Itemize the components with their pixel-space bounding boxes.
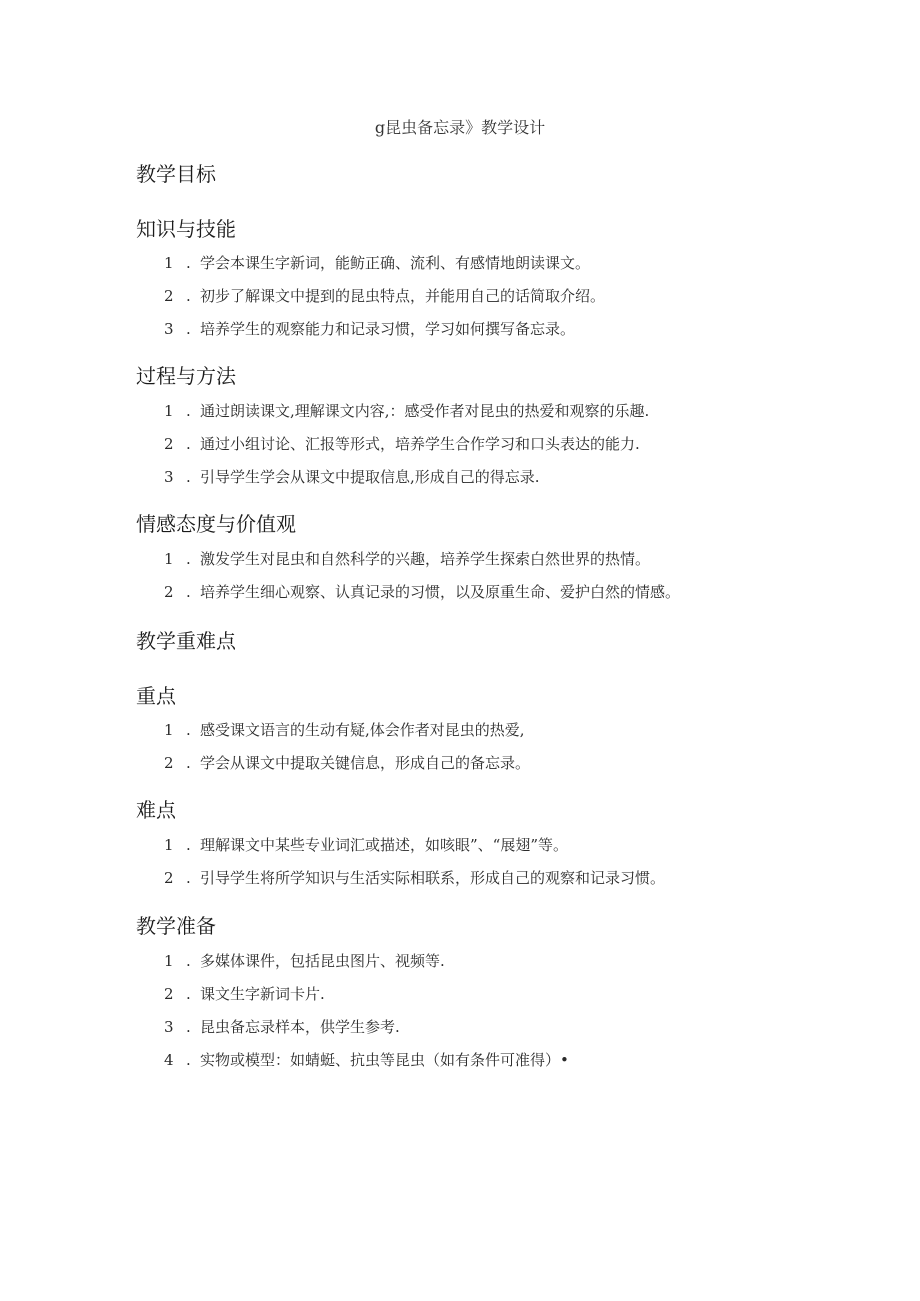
list-item: 3 . 引导学生学会从课文中提取信息,形成自己的得忘录.: [164, 468, 540, 486]
item-number: 3: [164, 468, 174, 486]
item-text: 实物或模型：如蜻蜓、抗虫等昆虫（如有条件可准得）•: [200, 1051, 569, 1069]
item-text: 感受课文语言的生动有疑,体会作者对昆虫的热爱,: [200, 721, 525, 739]
item-number: 2: [164, 287, 174, 305]
list-item: 3 . 昆虫备忘录样本，供学生参考.: [164, 1018, 400, 1036]
list-item: 2 . 通过小组讨论、汇报等形式，培养学生合作学习和口头表达的能力.: [164, 435, 640, 453]
item-number: 2: [164, 435, 174, 453]
list-item: 4 . 实物或模型：如蜻蜓、抗虫等昆虫（如有条件可准得）•: [164, 1051, 569, 1069]
list-item: 1 . 理解课文中某些专业词汇或描述，如咳眼”、“展翅”等。: [164, 836, 569, 854]
item-text: 通过小组讨论、汇报等形式，培养学生合作学习和口头表达的能力.: [200, 435, 640, 453]
item-number: 1: [164, 550, 174, 568]
item-number: 4: [164, 1051, 174, 1069]
list-item: 1 . 多媒体课件，包括昆虫图片、视频等.: [164, 952, 445, 970]
list-item: 1 . 感受课文语言的生动有疑,体会作者对昆虫的热爱,: [164, 721, 525, 739]
item-text: 学会从课文中提取关键信息，形成自己的备忘录。: [200, 754, 531, 772]
item-text: 多媒体课件，包括昆虫图片、视频等.: [200, 952, 445, 970]
item-number: 1: [164, 952, 174, 970]
list-item: 1 . 激发学生对昆虫和自然科学的兴趣，培养学生探索白然世界的热情。: [164, 550, 651, 568]
item-text: 学会本课生字新词，能鲂正确、流利、有感情地朗读课文。: [200, 254, 591, 272]
item-number: 1: [164, 836, 174, 854]
item-number: 2: [164, 583, 174, 601]
item-text: 引导学生将所学知识与生活实际相联系，形成自己的观察和记录习惯。: [200, 869, 666, 887]
item-text: 理解课文中某些专业词汇或描述，如咳眼”、“展翅”等。: [200, 836, 569, 854]
item-number: 1: [164, 254, 174, 272]
item-text: 昆虫备忘录样本，供学生参考.: [200, 1018, 400, 1036]
list-item: 1 . 通过朗读课文,理解课文内容,：感受作者对昆虫的热爱和观察的乐趣.: [164, 402, 650, 420]
item-number: 2: [164, 985, 174, 1003]
section-heading: 教学目标: [136, 162, 216, 186]
item-number: 2: [164, 869, 174, 887]
list-item: 2 . 初步了解课文中提到的昆虫特点，并能用自己的话简取介绍。: [164, 287, 606, 305]
item-number: 3: [164, 1018, 174, 1036]
list-item: 1 . 学会本课生字新词，能鲂正确、流利、有感情地朗读课文。: [164, 254, 591, 272]
list-item: 2 . 课文生字新词卡片.: [164, 985, 325, 1003]
item-number: 2: [164, 754, 174, 772]
section-heading: 过程与方法: [136, 364, 236, 388]
item-text: 引导学生学会从课文中提取信息,形成自己的得忘录.: [200, 468, 540, 486]
list-item: 2 . 学会从课文中提取关键信息，形成自己的备忘录。: [164, 754, 531, 772]
item-number: 1: [164, 721, 174, 739]
document-title: g昆虫备忘录》教学设计: [374, 118, 546, 137]
section-heading: 情感态度与价值观: [136, 512, 296, 536]
section-heading: 难点: [136, 798, 176, 822]
item-text: 激发学生对昆虫和自然科学的兴趣，培养学生探索白然世界的热情。: [200, 550, 651, 568]
item-number: 1: [164, 402, 174, 420]
section-heading: 知识与技能: [136, 217, 236, 241]
item-text: 培养学生细心观察、认真记录的习惯，以及原重生命、爱护白然的情感。: [200, 583, 681, 601]
section-heading: 重点: [136, 684, 176, 708]
item-text: 通过朗读课文,理解课文内容,：感受作者对昆虫的热爱和观察的乐趣.: [200, 402, 650, 420]
item-text: 初步了解课文中提到的昆虫特点，并能用自己的话简取介绍。: [200, 287, 606, 305]
item-text: 课文生字新词卡片.: [200, 985, 325, 1003]
item-number: 3: [164, 320, 174, 338]
list-item: 2 . 引导学生将所学知识与生活实际相联系，形成自己的观察和记录习惯。: [164, 869, 666, 887]
section-heading: 教学重难点: [136, 629, 236, 653]
list-item: 2 . 培养学生细心观察、认真记录的习惯，以及原重生命、爱护白然的情感。: [164, 583, 681, 601]
list-item: 3 . 培养学生的观察能力和记录习惯，学习如何撰写备忘录。: [164, 320, 576, 338]
item-text: 培养学生的观察能力和记录习惯，学习如何撰写备忘录。: [200, 320, 576, 338]
section-heading: 教学准备: [136, 914, 216, 938]
